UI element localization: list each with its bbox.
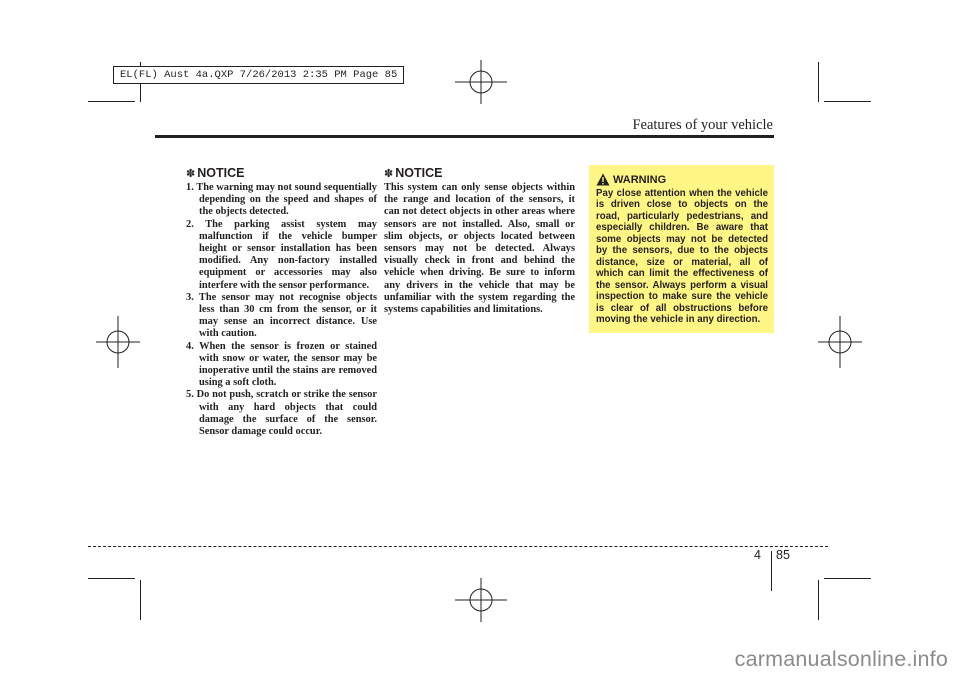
registration-mark-left — [96, 316, 140, 368]
registration-mark-right — [818, 316, 862, 368]
watermark: carmanualsonline.info — [734, 647, 948, 671]
list-item: 4. When the sensor is frozen or stained with snow or water, the sensor may be inoperative until the stains are removed using a soft cloth. — [186, 340, 377, 389]
notice-heading-1: ✽ NOTICE — [186, 166, 245, 180]
list-item: 2. The parking assist system may malfunction if the vehicle bumper height or sensor installation has been modified. Any non-factory installed equipment or accessories may also interfere with the sensor performance. — [186, 218, 377, 291]
star-icon: ✽ — [186, 167, 196, 180]
star-icon: ✽ — [384, 167, 394, 180]
section-title: Features of your vehicle — [632, 117, 773, 133]
warning-box — [589, 165, 774, 333]
notice-paragraph: This system can only sense objects within the range and location of the sensors, it can not detect objects in other areas where sensors are not installed. Also, small or slim objects, or objects located between sensors may not be detected. Always visually check in front and behind the vehicle when driving. Be sure to inform any drivers in the vehicle that may be unfamiliar with the system regarding the systems capabilities and limitations. — [384, 182, 575, 316]
notice-heading-2: ✽ NOTICE — [384, 166, 443, 180]
chapter-number: 4 — [754, 548, 761, 562]
warning-icon — [596, 173, 610, 186]
list-item: 3. The sensor may not recognise objects less than 30 cm from the sensor, or it may sense an incorrect distance. Use with caution. — [186, 291, 377, 340]
registration-mark-bottom — [455, 578, 507, 622]
notice-block-2 — [384, 166, 575, 316]
title-rule — [155, 135, 774, 138]
footer-dashed-line — [88, 546, 828, 547]
notice-block-1 — [186, 166, 377, 438]
page-number: 85 — [776, 548, 790, 562]
page-divider — [771, 551, 772, 591]
list-item: 1. The warning may not sound sequentially depending on the speed and shapes of the objects detected. — [186, 182, 377, 218]
list-item: 5. Do not push, scratch or strike the sensor with any hard objects that could damage the surface of the sensor. Sensor damage could occur. — [186, 389, 377, 438]
registration-mark-top — [455, 60, 507, 104]
warning-heading: WARNING — [596, 172, 768, 188]
notice-list — [186, 182, 377, 438]
warning-text: Pay close attention when the vehicle is driven close to objects on the road, particularly pedestrians, and especially children. Be aware that some objects may not be detected by the sensors, due to the objects distance, size or material, all of which can limit the effectiveness of the sensor. Always perform a visual inspection to make sure the vehicle is clear of all obstructions before moving the vehicle in any direction. — [596, 188, 768, 325]
print-file-info: EL(FL) Aust 4a.QXP 7/26/2013 2:35 PM Page 85 — [113, 66, 404, 84]
